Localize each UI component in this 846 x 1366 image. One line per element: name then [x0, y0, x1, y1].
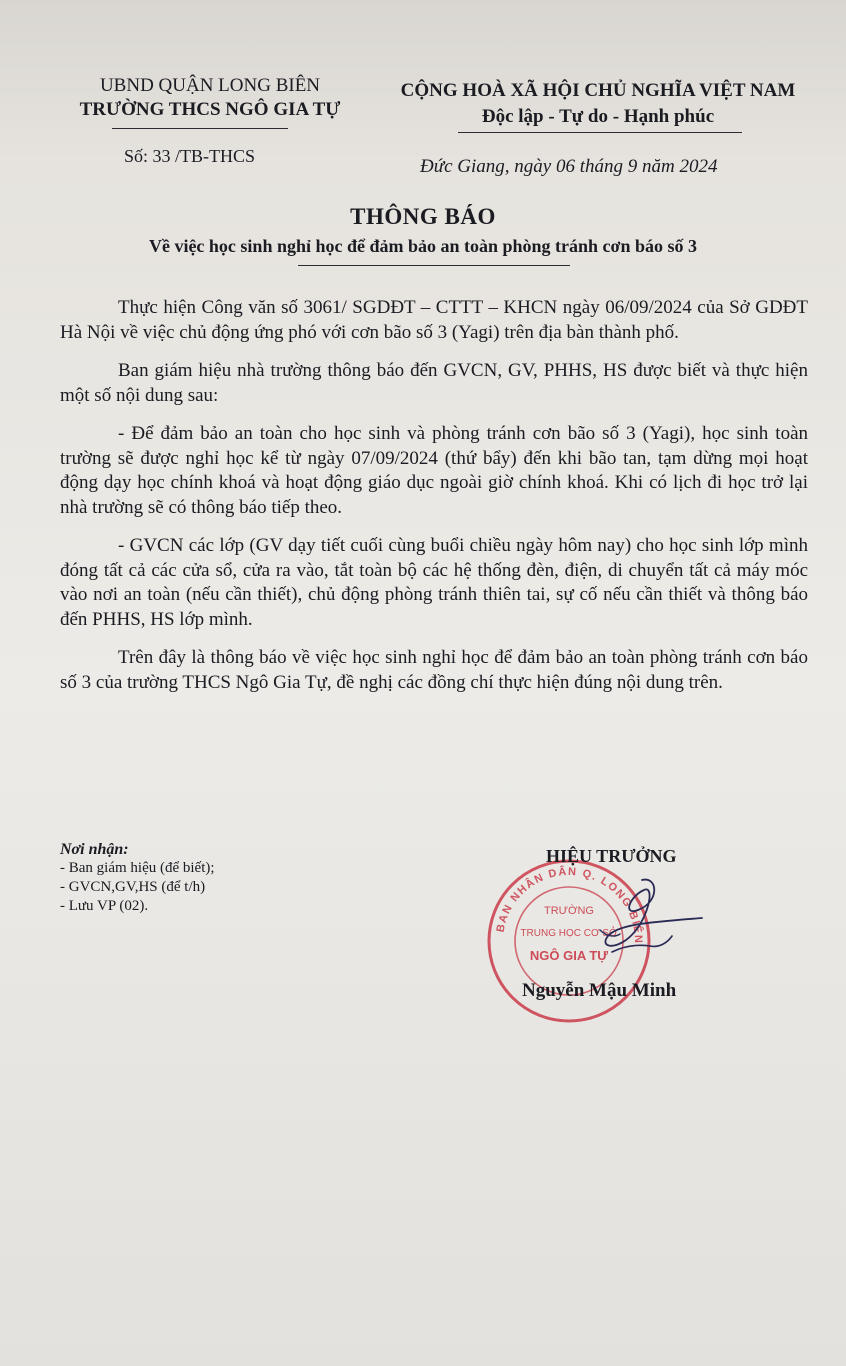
national-motto: Độc lập - Tự do - Hạnh phúc [481, 106, 715, 127]
issuer-underline [112, 128, 288, 129]
recipient-item: - GVCN,GV,HS (để t/h) [60, 879, 206, 895]
signer-title: HIỆU TRƯỞNG [546, 846, 677, 866]
stamp-ring-text: BAN NHÂN DÂN Q. LONG BIÊN [494, 865, 645, 945]
recipient-item: - Ban giám hiệu (để biết); [60, 860, 215, 876]
paragraph-announcement: Ban giám hiệu nhà trường thông báo đến GVCN, GV, PHHS, HS được biết và thực hiện một số nội dung sau: [60, 360, 808, 406]
motto-underline [458, 132, 742, 133]
recipient-item: - Lưu VP (02). [60, 898, 149, 914]
document-number: Số: 33 /TB-THCS [124, 146, 256, 166]
document-body [60, 296, 808, 709]
paragraph-reference: Thực hiện Công văn số 3061/ SGDĐT – CTTT – KHCN ngày 06/09/2024 của Sở GDĐT Hà Nội về việc chủ động ứng phó với cơn bão số 3 (Yagi) trên địa bàn thành phố. [60, 297, 808, 343]
issuer-block [40, 74, 380, 122]
recipients-heading: Nơi nhận: [60, 841, 129, 858]
signer-name: Nguyễn Mậu Minh [522, 980, 677, 1001]
stamp-line-3: NGÔ GIA TỰ [529, 948, 609, 963]
place-date: Đức Giang, ngày 06 tháng 9 năm 2024 [420, 156, 718, 177]
document-title: THÔNG BÁO [350, 204, 496, 229]
recipients-block [60, 840, 215, 916]
document-subtitle: Về việc học sinh nghỉ học để đảm bảo an toàn phòng tránh cơn báo số 3 [148, 236, 698, 256]
paragraph-item-closure: - Để đảm bảo an toàn cho học sinh và phòng tránh cơn bão số 3 (Yagi), học sinh toàn trường sẽ được nghỉ học kể từ ngày 07/09/2024 (thứ bẩy) đến khi bão tan, tạm dừng mọi hoạt động dạy học chính khoá và hoạt động giáo dục ngoài giờ chính khoá. Khi có lịch đi học trở lại nhà trường sẽ có thông báo tiếp theo. [60, 423, 808, 518]
issuer-school: TRƯỜNG THCS NGÔ GIA TỰ [79, 99, 341, 120]
issuer-authority: UBND QUẬN LONG BIÊN [99, 75, 321, 96]
national-name: CỘNG HOÀ XÃ HỘI CHỦ NGHĨA VIỆT NAM [400, 80, 796, 101]
stamp-line-1: TRƯỜNG [544, 905, 594, 917]
handwritten-signature-icon [560, 866, 710, 976]
paragraph-item-teachers: - GVCN các lớp (GV dạy tiết cuối cùng buổi chiều ngày hôm nay) cho học sinh lớp mình đóng tất cả các cửa sổ, cửa ra vào, tắt toàn bộ các hệ thống đèn, điện, di chuyển tất cả máy móc vào nơi an toàn (nếu cần thiết), chủ động phòng tránh thiên tai, sự cố nếu cần thiết và thông báo đến PHHS, HS lớp mình. [60, 535, 808, 630]
national-header [368, 78, 828, 130]
subtitle-underline [298, 265, 570, 266]
stamp-line-2: TRUNG HỌC CƠ SỞ [520, 928, 618, 939]
paragraph-closing: Trên đây là thông báo về việc học sinh nghỉ học để đảm bảo an toàn phòng tránh cơn báo số 3 của trường THCS Ngô Gia Tự, đề nghị các đồng chí thực hiện đúng nội dung trên. [60, 647, 808, 693]
